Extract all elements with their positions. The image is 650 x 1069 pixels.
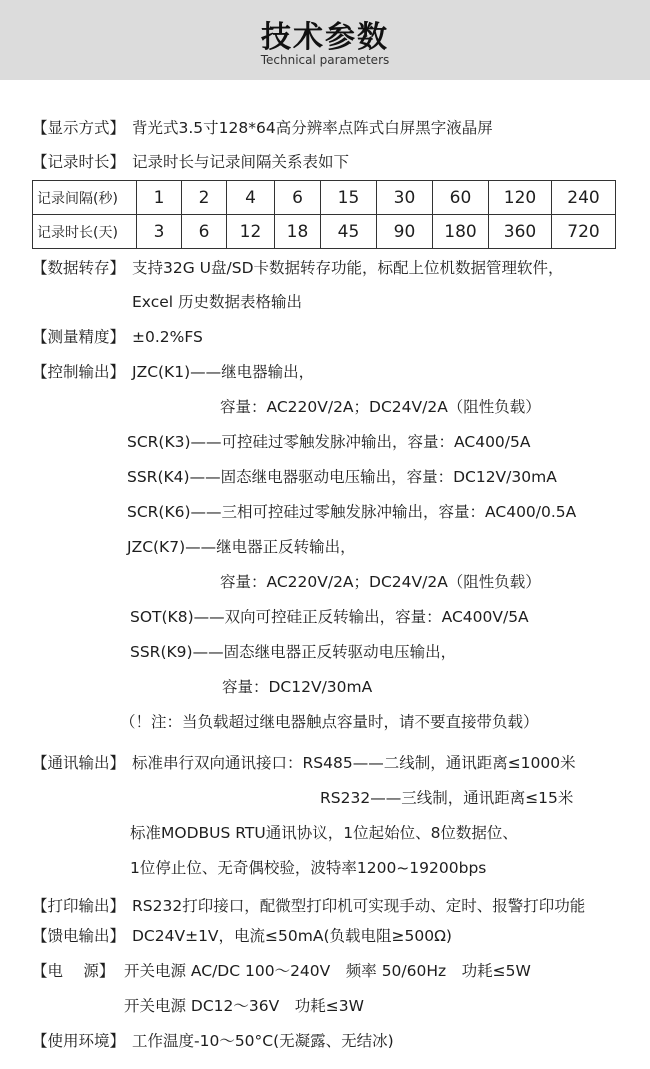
control-line: 容量：DC12V/30mA [222, 678, 373, 696]
interval-cell: 2 [182, 181, 227, 215]
duration-cell: 12 [227, 215, 275, 249]
comm-label: 【通讯输出】 [32, 754, 126, 772]
accuracy-row [32, 327, 203, 347]
control-line: SSR(K4)——固态继电器驱动电压输出，容量：DC12V/30mA [127, 468, 557, 486]
page-title: 技术参数 [261, 20, 389, 55]
duration-cell: 6 [182, 215, 227, 249]
duration-row [33, 215, 616, 249]
interval-cell: 30 [377, 181, 433, 215]
record-text: 记录时长与记录间隔关系表如下 [132, 153, 350, 171]
transfer-row [32, 258, 564, 278]
interval-cell: 240 [552, 181, 616, 215]
interval-cell: 60 [433, 181, 489, 215]
duration-cell: 3 [137, 215, 182, 249]
comm-line: 标准MODBUS RTU通讯协议，1位起始位、8位数据位、 [130, 824, 518, 842]
interval-row [33, 181, 616, 215]
interval-cell: 15 [321, 181, 377, 215]
duration-header: 记录时长(天) [33, 215, 137, 249]
page-subtitle: Technical parameters [260, 53, 390, 67]
duration-cell: 360 [489, 215, 552, 249]
control-label: 【控制输出】 [32, 363, 126, 381]
display-text: 背光式3.5寸128*64高分辨率点阵式白屏黑字液晶屏 [132, 119, 493, 137]
control-line: SCR(K3)——可控硅过零触发脉冲输出，容量：AC400/5A [127, 433, 531, 451]
interval-cell: 1 [137, 181, 182, 215]
control-line: JZC(K7)——继电器正反转输出， [127, 538, 356, 556]
record-label: 【记录时长】 [32, 153, 126, 171]
control-note: （！注：当负载超过继电器触点容量时，请不要直接带负载） [120, 713, 539, 731]
print-text: RS232打印接口，配微型打印机可实现手动、定时、报警打印功能 [132, 897, 586, 915]
transfer-label: 【数据转存】 [32, 259, 126, 277]
comm-line: RS232——三线制，通讯距离≤15米 [320, 789, 574, 807]
control-line: 容量：AC220V/2A；DC24V/2A（阻性负载） [220, 398, 541, 416]
comm-row [32, 753, 576, 773]
print-row [32, 896, 585, 916]
duration-cell: 180 [433, 215, 489, 249]
duration-cell: 45 [321, 215, 377, 249]
comm-line: 标准串行双向通讯接口：RS485——二线制，通讯距离≤1000米 [132, 754, 576, 772]
record-row [32, 152, 349, 172]
print-label: 【打印输出】 [32, 897, 126, 915]
feed-row [32, 926, 452, 946]
display-label: 【显示方式】 [32, 119, 126, 137]
control-line: SCR(K6)——三相可控硅过零触发脉冲输出，容量：AC400/0.5A [127, 503, 577, 521]
env-label: 【使用环境】 [32, 1032, 126, 1050]
control-line: SSR(K9)——固态继电器正反转驱动电压输出， [130, 643, 457, 661]
feed-text: DC24V±1V，电流≤50mA(负载电阻≥500Ω) [132, 927, 452, 945]
interval-cell: 4 [227, 181, 275, 215]
transfer-line: 支持32G U盘/SD卡数据转存功能，标配上位机数据管理软件， [132, 259, 564, 277]
interval-cell: 6 [275, 181, 321, 215]
control-line: SOT(K8)——双向可控硅正反转输出，容量：AC400V/5A [130, 608, 529, 626]
duration-cell: 720 [552, 215, 616, 249]
power-label: 【电 源】 [32, 962, 115, 980]
header-band [0, 0, 650, 80]
interval-header: 记录间隔(秒) [33, 181, 137, 215]
accuracy-text: ±0.2%FS [132, 328, 203, 346]
feed-label: 【馈电输出】 [32, 927, 126, 945]
power-line: 开关电源 AC/DC 100～240V 频率 50/60Hz 功耗≤5W [124, 962, 531, 980]
comm-line: 1位停止位、无奇偶校验，波特率1200~19200bps [130, 859, 487, 877]
accuracy-label: 【测量精度】 [32, 328, 126, 346]
control-row [32, 362, 314, 382]
control-line: 容量：AC220V/2A；DC24V/2A（阻性负载） [220, 573, 541, 591]
duration-cell: 90 [377, 215, 433, 249]
interval-cell: 120 [489, 181, 552, 215]
power-row [32, 961, 531, 981]
env-text: 工作温度-10～50°C(无凝露、无结冰) [132, 1032, 394, 1050]
display-row [32, 118, 493, 138]
power-line: 开关电源 DC12～36V 功耗≤3W [124, 997, 364, 1015]
transfer-line: Excel 历史数据表格输出 [132, 293, 302, 311]
env-row [32, 1031, 394, 1051]
record-table [32, 180, 616, 249]
duration-cell: 18 [275, 215, 321, 249]
control-line: JZC(K1)——继电器输出， [132, 363, 315, 381]
